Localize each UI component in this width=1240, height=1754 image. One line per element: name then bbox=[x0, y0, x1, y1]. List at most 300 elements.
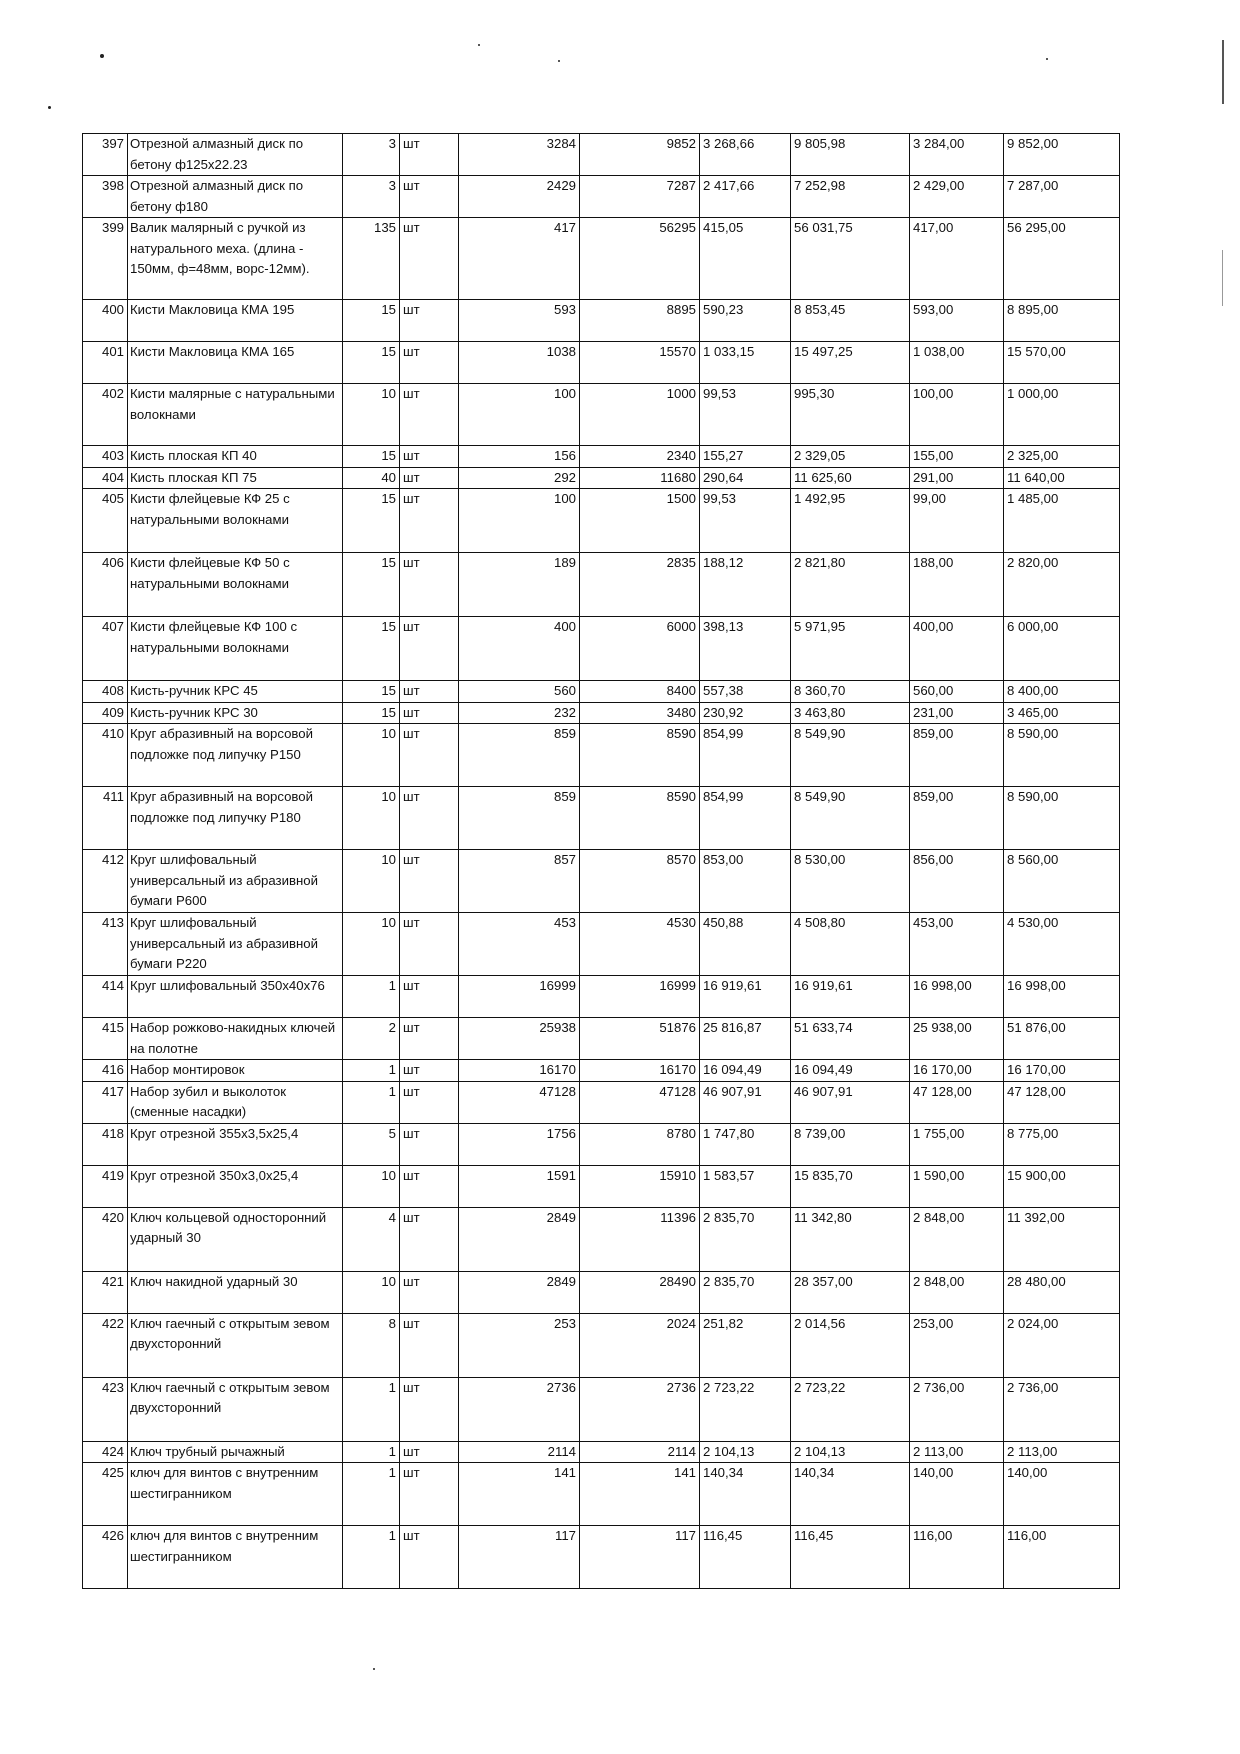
item-name-cell: Кисти Макловица КМА 165 bbox=[128, 342, 343, 384]
table-row bbox=[83, 218, 1120, 300]
sum-1-cell: 4 508,80 bbox=[791, 913, 910, 976]
sum-1-cell: 51 633,74 bbox=[791, 1018, 910, 1060]
table-row bbox=[83, 176, 1120, 218]
sum-cell: 2340 bbox=[580, 446, 700, 468]
row-number-cell: 408 bbox=[83, 681, 128, 703]
sum-2-cell: 8 775,00 bbox=[1004, 1123, 1120, 1165]
items-table bbox=[82, 133, 1120, 1589]
price-1-cell: 1 747,80 bbox=[700, 1123, 791, 1165]
price-cell: 189 bbox=[459, 553, 580, 617]
sum-2-cell: 11 392,00 bbox=[1004, 1207, 1120, 1271]
price-2-cell: 400,00 bbox=[910, 617, 1004, 681]
sum-cell: 51876 bbox=[580, 1018, 700, 1060]
sum-cell: 141 bbox=[580, 1463, 700, 1526]
price-2-cell: 16 170,00 bbox=[910, 1060, 1004, 1082]
price-cell: 857 bbox=[459, 850, 580, 913]
item-name-cell: Набор рожково-накидных ключей на полотне bbox=[128, 1018, 343, 1060]
sum-1-cell: 46 907,91 bbox=[791, 1081, 910, 1123]
sum-2-cell: 11 640,00 bbox=[1004, 467, 1120, 489]
table-row bbox=[83, 1018, 1120, 1060]
sum-1-cell: 140,34 bbox=[791, 1463, 910, 1526]
quantity-cell: 10 bbox=[343, 787, 400, 850]
price-1-cell: 116,45 bbox=[700, 1526, 791, 1589]
sum-cell: 8590 bbox=[580, 724, 700, 787]
price-2-cell: 25 938,00 bbox=[910, 1018, 1004, 1060]
table-row bbox=[83, 702, 1120, 724]
price-1-cell: 590,23 bbox=[700, 300, 791, 342]
sum-1-cell: 1 492,95 bbox=[791, 489, 910, 553]
sum-2-cell: 8 590,00 bbox=[1004, 787, 1120, 850]
price-1-cell: 99,53 bbox=[700, 384, 791, 446]
unit-cell: шт bbox=[400, 1123, 459, 1165]
sum-2-cell: 51 876,00 bbox=[1004, 1018, 1120, 1060]
price-cell: 156 bbox=[459, 446, 580, 468]
price-1-cell: 854,99 bbox=[700, 787, 791, 850]
price-2-cell: 1 590,00 bbox=[910, 1165, 1004, 1207]
table-row bbox=[83, 1526, 1120, 1589]
quantity-cell: 15 bbox=[343, 446, 400, 468]
price-2-cell: 859,00 bbox=[910, 787, 1004, 850]
price-1-cell: 46 907,91 bbox=[700, 1081, 791, 1123]
price-1-cell: 188,12 bbox=[700, 553, 791, 617]
quantity-cell: 15 bbox=[343, 702, 400, 724]
sum-cell: 2024 bbox=[580, 1313, 700, 1377]
sum-1-cell: 11 625,60 bbox=[791, 467, 910, 489]
sum-cell: 4530 bbox=[580, 913, 700, 976]
table-row bbox=[83, 446, 1120, 468]
sum-1-cell: 8 530,00 bbox=[791, 850, 910, 913]
price-2-cell: 2 429,00 bbox=[910, 176, 1004, 218]
unit-cell: шт bbox=[400, 176, 459, 218]
quantity-cell: 10 bbox=[343, 1271, 400, 1313]
item-name-cell: Кисти малярные с натуральными волокнами bbox=[128, 384, 343, 446]
table-row bbox=[83, 134, 1120, 176]
sum-2-cell: 8 895,00 bbox=[1004, 300, 1120, 342]
price-2-cell: 16 998,00 bbox=[910, 976, 1004, 1018]
price-cell: 400 bbox=[459, 617, 580, 681]
sum-1-cell: 2 014,56 bbox=[791, 1313, 910, 1377]
item-name-cell: Кисти флейцевые КФ 100 с натуральными волокнами bbox=[128, 617, 343, 681]
row-number-cell: 400 bbox=[83, 300, 128, 342]
sum-cell: 47128 bbox=[580, 1081, 700, 1123]
quantity-cell: 1 bbox=[343, 1441, 400, 1463]
price-cell: 593 bbox=[459, 300, 580, 342]
table-row bbox=[83, 681, 1120, 703]
table-row bbox=[83, 976, 1120, 1018]
price-1-cell: 16 919,61 bbox=[700, 976, 791, 1018]
quantity-cell: 1 bbox=[343, 1526, 400, 1589]
row-number-cell: 423 bbox=[83, 1377, 128, 1441]
sum-cell: 2835 bbox=[580, 553, 700, 617]
price-cell: 232 bbox=[459, 702, 580, 724]
item-name-cell: Круг шлифовальный 350х40х76 bbox=[128, 976, 343, 1018]
row-number-cell: 397 bbox=[83, 134, 128, 176]
sum-cell: 15570 bbox=[580, 342, 700, 384]
price-cell: 453 bbox=[459, 913, 580, 976]
price-cell: 100 bbox=[459, 489, 580, 553]
sum-1-cell: 116,45 bbox=[791, 1526, 910, 1589]
row-number-cell: 417 bbox=[83, 1081, 128, 1123]
price-2-cell: 116,00 bbox=[910, 1526, 1004, 1589]
item-name-cell: Кисть плоская КП 40 bbox=[128, 446, 343, 468]
item-name-cell: Ключ гаечный с открытым зевом двухсторонний bbox=[128, 1377, 343, 1441]
sum-1-cell: 15 497,25 bbox=[791, 342, 910, 384]
price-1-cell: 398,13 bbox=[700, 617, 791, 681]
price-2-cell: 99,00 bbox=[910, 489, 1004, 553]
sum-cell: 56295 bbox=[580, 218, 700, 300]
unit-cell: шт bbox=[400, 553, 459, 617]
sum-cell: 2736 bbox=[580, 1377, 700, 1441]
sum-cell: 3480 bbox=[580, 702, 700, 724]
price-cell: 16170 bbox=[459, 1060, 580, 1082]
table-row bbox=[83, 724, 1120, 787]
table-row bbox=[83, 1207, 1120, 1271]
price-2-cell: 140,00 bbox=[910, 1463, 1004, 1526]
unit-cell: шт bbox=[400, 134, 459, 176]
sum-2-cell: 7 287,00 bbox=[1004, 176, 1120, 218]
table-row bbox=[83, 1271, 1120, 1313]
sum-cell: 1500 bbox=[580, 489, 700, 553]
unit-cell: шт bbox=[400, 681, 459, 703]
quantity-cell: 5 bbox=[343, 1123, 400, 1165]
sum-2-cell: 3 465,00 bbox=[1004, 702, 1120, 724]
table-row bbox=[83, 787, 1120, 850]
sum-2-cell: 2 736,00 bbox=[1004, 1377, 1120, 1441]
quantity-cell: 1 bbox=[343, 976, 400, 1018]
sum-2-cell: 15 900,00 bbox=[1004, 1165, 1120, 1207]
row-number-cell: 414 bbox=[83, 976, 128, 1018]
sum-2-cell: 1 485,00 bbox=[1004, 489, 1120, 553]
quantity-cell: 10 bbox=[343, 1165, 400, 1207]
price-1-cell: 99,53 bbox=[700, 489, 791, 553]
unit-cell: шт bbox=[400, 467, 459, 489]
row-number-cell: 416 bbox=[83, 1060, 128, 1082]
row-number-cell: 402 bbox=[83, 384, 128, 446]
price-cell: 141 bbox=[459, 1463, 580, 1526]
sum-1-cell: 995,30 bbox=[791, 384, 910, 446]
price-1-cell: 155,27 bbox=[700, 446, 791, 468]
item-name-cell: Кисть плоская КП 75 bbox=[128, 467, 343, 489]
sum-2-cell: 56 295,00 bbox=[1004, 218, 1120, 300]
item-name-cell: Валик малярный с ручкой из натурального меха. (длина - 150мм, ф=48мм, ворс-12мм). bbox=[128, 218, 343, 300]
price-2-cell: 155,00 bbox=[910, 446, 1004, 468]
price-cell: 100 bbox=[459, 384, 580, 446]
sum-1-cell: 2 821,80 bbox=[791, 553, 910, 617]
unit-cell: шт bbox=[400, 724, 459, 787]
price-cell: 253 bbox=[459, 1313, 580, 1377]
quantity-cell: 15 bbox=[343, 342, 400, 384]
sum-1-cell: 8 549,90 bbox=[791, 724, 910, 787]
quantity-cell: 40 bbox=[343, 467, 400, 489]
sum-cell: 11396 bbox=[580, 1207, 700, 1271]
price-1-cell: 2 417,66 bbox=[700, 176, 791, 218]
sum-1-cell: 8 360,70 bbox=[791, 681, 910, 703]
sum-1-cell: 2 723,22 bbox=[791, 1377, 910, 1441]
price-1-cell: 557,38 bbox=[700, 681, 791, 703]
unit-cell: шт bbox=[400, 617, 459, 681]
unit-cell: шт bbox=[400, 1060, 459, 1082]
sum-2-cell: 1 000,00 bbox=[1004, 384, 1120, 446]
table-row bbox=[83, 553, 1120, 617]
sum-cell: 16999 bbox=[580, 976, 700, 1018]
price-1-cell: 2 835,70 bbox=[700, 1271, 791, 1313]
sum-1-cell: 3 463,80 bbox=[791, 702, 910, 724]
price-1-cell: 853,00 bbox=[700, 850, 791, 913]
quantity-cell: 3 bbox=[343, 176, 400, 218]
price-1-cell: 1 583,57 bbox=[700, 1165, 791, 1207]
price-cell: 560 bbox=[459, 681, 580, 703]
price-2-cell: 100,00 bbox=[910, 384, 1004, 446]
item-name-cell: Круг абразивный на ворсовой подложке под липучку Р150 bbox=[128, 724, 343, 787]
price-cell: 1591 bbox=[459, 1165, 580, 1207]
row-number-cell: 412 bbox=[83, 850, 128, 913]
row-number-cell: 421 bbox=[83, 1271, 128, 1313]
item-name-cell: Отрезной алмазный диск по бетону ф180 bbox=[128, 176, 343, 218]
quantity-cell: 8 bbox=[343, 1313, 400, 1377]
price-2-cell: 253,00 bbox=[910, 1313, 1004, 1377]
price-cell: 859 bbox=[459, 787, 580, 850]
row-number-cell: 411 bbox=[83, 787, 128, 850]
sum-1-cell: 2 329,05 bbox=[791, 446, 910, 468]
scan-edge-line bbox=[1222, 250, 1223, 306]
table-row bbox=[83, 1081, 1120, 1123]
quantity-cell: 135 bbox=[343, 218, 400, 300]
sum-1-cell: 16 094,49 bbox=[791, 1060, 910, 1082]
sum-2-cell: 2 820,00 bbox=[1004, 553, 1120, 617]
price-cell: 2736 bbox=[459, 1377, 580, 1441]
table-row bbox=[83, 342, 1120, 384]
row-number-cell: 401 bbox=[83, 342, 128, 384]
item-name-cell: Кисти флейцевые КФ 50 с натуральными волокнами bbox=[128, 553, 343, 617]
row-number-cell: 407 bbox=[83, 617, 128, 681]
row-number-cell: 410 bbox=[83, 724, 128, 787]
table-row bbox=[83, 1441, 1120, 1463]
item-name-cell: Кисть-ручник КРС 30 bbox=[128, 702, 343, 724]
sum-cell: 15910 bbox=[580, 1165, 700, 1207]
price-2-cell: 3 284,00 bbox=[910, 134, 1004, 176]
row-number-cell: 405 bbox=[83, 489, 128, 553]
price-1-cell: 1 033,15 bbox=[700, 342, 791, 384]
item-name-cell: Круг отрезной 355х3,5х25,4 bbox=[128, 1123, 343, 1165]
price-2-cell: 291,00 bbox=[910, 467, 1004, 489]
unit-cell: шт bbox=[400, 787, 459, 850]
price-1-cell: 140,34 bbox=[700, 1463, 791, 1526]
row-number-cell: 424 bbox=[83, 1441, 128, 1463]
unit-cell: шт bbox=[400, 1207, 459, 1271]
unit-cell: шт bbox=[400, 913, 459, 976]
price-2-cell: 453,00 bbox=[910, 913, 1004, 976]
sum-1-cell: 9 805,98 bbox=[791, 134, 910, 176]
sum-2-cell: 16 998,00 bbox=[1004, 976, 1120, 1018]
sum-1-cell: 8 739,00 bbox=[791, 1123, 910, 1165]
table-row bbox=[83, 1313, 1120, 1377]
row-number-cell: 426 bbox=[83, 1526, 128, 1589]
price-2-cell: 856,00 bbox=[910, 850, 1004, 913]
item-name-cell: Ключ накидной ударный 30 bbox=[128, 1271, 343, 1313]
sum-2-cell: 47 128,00 bbox=[1004, 1081, 1120, 1123]
unit-cell: шт bbox=[400, 1526, 459, 1589]
unit-cell: шт bbox=[400, 702, 459, 724]
sum-2-cell: 6 000,00 bbox=[1004, 617, 1120, 681]
sum-1-cell: 7 252,98 bbox=[791, 176, 910, 218]
quantity-cell: 2 bbox=[343, 1018, 400, 1060]
price-cell: 1038 bbox=[459, 342, 580, 384]
sum-2-cell: 28 480,00 bbox=[1004, 1271, 1120, 1313]
table-row bbox=[83, 300, 1120, 342]
unit-cell: шт bbox=[400, 300, 459, 342]
price-cell: 2429 bbox=[459, 176, 580, 218]
price-1-cell: 2 835,70 bbox=[700, 1207, 791, 1271]
sum-2-cell: 2 325,00 bbox=[1004, 446, 1120, 468]
sum-2-cell: 8 590,00 bbox=[1004, 724, 1120, 787]
table-row bbox=[83, 1165, 1120, 1207]
sum-cell: 1000 bbox=[580, 384, 700, 446]
unit-cell: шт bbox=[400, 218, 459, 300]
price-cell: 859 bbox=[459, 724, 580, 787]
unit-cell: шт bbox=[400, 1441, 459, 1463]
table-row bbox=[83, 1123, 1120, 1165]
price-1-cell: 230,92 bbox=[700, 702, 791, 724]
item-name-cell: Ключ гаечный с открытым зевом двухсторонний bbox=[128, 1313, 343, 1377]
row-number-cell: 399 bbox=[83, 218, 128, 300]
price-2-cell: 2 848,00 bbox=[910, 1207, 1004, 1271]
price-2-cell: 188,00 bbox=[910, 553, 1004, 617]
sum-1-cell: 2 104,13 bbox=[791, 1441, 910, 1463]
unit-cell: шт bbox=[400, 384, 459, 446]
row-number-cell: 420 bbox=[83, 1207, 128, 1271]
sum-cell: 28490 bbox=[580, 1271, 700, 1313]
price-cell: 417 bbox=[459, 218, 580, 300]
price-cell: 3284 bbox=[459, 134, 580, 176]
quantity-cell: 15 bbox=[343, 300, 400, 342]
unit-cell: шт bbox=[400, 342, 459, 384]
sum-cell: 9852 bbox=[580, 134, 700, 176]
table-row bbox=[83, 913, 1120, 976]
sum-cell: 8780 bbox=[580, 1123, 700, 1165]
sum-1-cell: 8 853,45 bbox=[791, 300, 910, 342]
price-2-cell: 859,00 bbox=[910, 724, 1004, 787]
sum-cell: 117 bbox=[580, 1526, 700, 1589]
quantity-cell: 10 bbox=[343, 724, 400, 787]
price-2-cell: 2 848,00 bbox=[910, 1271, 1004, 1313]
price-1-cell: 450,88 bbox=[700, 913, 791, 976]
quantity-cell: 15 bbox=[343, 617, 400, 681]
quantity-cell: 1 bbox=[343, 1463, 400, 1526]
sum-cell: 8895 bbox=[580, 300, 700, 342]
row-number-cell: 403 bbox=[83, 446, 128, 468]
sum-2-cell: 2 024,00 bbox=[1004, 1313, 1120, 1377]
price-cell: 292 bbox=[459, 467, 580, 489]
sum-2-cell: 4 530,00 bbox=[1004, 913, 1120, 976]
unit-cell: шт bbox=[400, 1377, 459, 1441]
quantity-cell: 15 bbox=[343, 489, 400, 553]
quantity-cell: 1 bbox=[343, 1377, 400, 1441]
item-name-cell: ключ для винтов с внутренним шестигранником bbox=[128, 1463, 343, 1526]
price-2-cell: 593,00 bbox=[910, 300, 1004, 342]
sum-1-cell: 28 357,00 bbox=[791, 1271, 910, 1313]
price-1-cell: 16 094,49 bbox=[700, 1060, 791, 1082]
table-row bbox=[83, 617, 1120, 681]
item-name-cell: Кисти Макловица КМА 195 bbox=[128, 300, 343, 342]
row-number-cell: 419 bbox=[83, 1165, 128, 1207]
price-cell: 2849 bbox=[459, 1271, 580, 1313]
unit-cell: шт bbox=[400, 1271, 459, 1313]
item-name-cell: Ключ трубный рычажный bbox=[128, 1441, 343, 1463]
quantity-cell: 3 bbox=[343, 134, 400, 176]
table-row bbox=[83, 1377, 1120, 1441]
unit-cell: шт bbox=[400, 489, 459, 553]
sum-cell: 16170 bbox=[580, 1060, 700, 1082]
price-1-cell: 2 104,13 bbox=[700, 1441, 791, 1463]
unit-cell: шт bbox=[400, 1165, 459, 1207]
item-name-cell: Круг абразивный на ворсовой подложке под липучку Р180 bbox=[128, 787, 343, 850]
row-number-cell: 406 bbox=[83, 553, 128, 617]
sum-2-cell: 15 570,00 bbox=[1004, 342, 1120, 384]
price-1-cell: 2 723,22 bbox=[700, 1377, 791, 1441]
sum-1-cell: 15 835,70 bbox=[791, 1165, 910, 1207]
sum-cell: 6000 bbox=[580, 617, 700, 681]
sum-2-cell: 116,00 bbox=[1004, 1526, 1120, 1589]
price-cell: 25938 bbox=[459, 1018, 580, 1060]
sum-1-cell: 8 549,90 bbox=[791, 787, 910, 850]
item-name-cell: Ключ кольцевой односторонний ударный 30 bbox=[128, 1207, 343, 1271]
sum-2-cell: 9 852,00 bbox=[1004, 134, 1120, 176]
item-name-cell: Кисть-ручник КРС 45 bbox=[128, 681, 343, 703]
sum-cell: 11680 bbox=[580, 467, 700, 489]
sum-1-cell: 16 919,61 bbox=[791, 976, 910, 1018]
table-row bbox=[83, 1463, 1120, 1526]
price-cell: 1756 bbox=[459, 1123, 580, 1165]
table-row bbox=[83, 850, 1120, 913]
quantity-cell: 10 bbox=[343, 384, 400, 446]
row-number-cell: 422 bbox=[83, 1313, 128, 1377]
unit-cell: шт bbox=[400, 1081, 459, 1123]
unit-cell: шт bbox=[400, 1018, 459, 1060]
sum-cell: 7287 bbox=[580, 176, 700, 218]
quantity-cell: 10 bbox=[343, 913, 400, 976]
price-cell: 16999 bbox=[459, 976, 580, 1018]
price-2-cell: 417,00 bbox=[910, 218, 1004, 300]
sum-cell: 8570 bbox=[580, 850, 700, 913]
table-row bbox=[83, 489, 1120, 553]
sum-cell: 2114 bbox=[580, 1441, 700, 1463]
table-row bbox=[83, 384, 1120, 446]
row-number-cell: 418 bbox=[83, 1123, 128, 1165]
row-number-cell: 425 bbox=[83, 1463, 128, 1526]
row-number-cell: 409 bbox=[83, 702, 128, 724]
unit-cell: шт bbox=[400, 850, 459, 913]
item-name-cell: Отрезной алмазный диск по бетону ф125х22.23 bbox=[128, 134, 343, 176]
sum-1-cell: 5 971,95 bbox=[791, 617, 910, 681]
row-number-cell: 413 bbox=[83, 913, 128, 976]
row-number-cell: 415 bbox=[83, 1018, 128, 1060]
scan-edge-line bbox=[1222, 40, 1224, 104]
table-row bbox=[83, 467, 1120, 489]
price-2-cell: 231,00 bbox=[910, 702, 1004, 724]
item-name-cell: ключ для винтов с внутренним шестигранником bbox=[128, 1526, 343, 1589]
price-2-cell: 2 736,00 bbox=[910, 1377, 1004, 1441]
sum-2-cell: 140,00 bbox=[1004, 1463, 1120, 1526]
table-row bbox=[83, 1060, 1120, 1082]
quantity-cell: 1 bbox=[343, 1060, 400, 1082]
item-name-cell: Круг шлифовальный универсальный из абразивной бумаги Р600 bbox=[128, 850, 343, 913]
quantity-cell: 10 bbox=[343, 850, 400, 913]
sum-cell: 8400 bbox=[580, 681, 700, 703]
price-1-cell: 415,05 bbox=[700, 218, 791, 300]
price-1-cell: 25 816,87 bbox=[700, 1018, 791, 1060]
table-body bbox=[83, 134, 1120, 1589]
quantity-cell: 4 bbox=[343, 1207, 400, 1271]
